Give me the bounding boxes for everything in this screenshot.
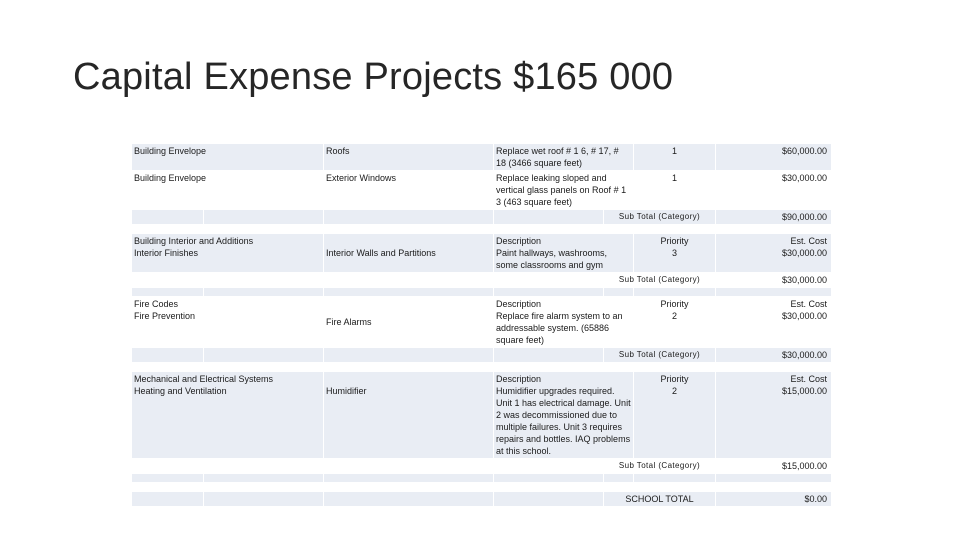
subtotal-label: Sub Total (Category) bbox=[604, 273, 716, 288]
table-row bbox=[132, 171, 832, 210]
table-row bbox=[132, 372, 832, 459]
subtotal-value: $30,000.00 bbox=[716, 348, 832, 363]
subtotal-row bbox=[132, 210, 832, 225]
table-row bbox=[132, 144, 832, 171]
cost-value: $30,000.00 bbox=[781, 311, 828, 321]
capital-projects-table bbox=[131, 143, 832, 507]
spacer-row bbox=[132, 363, 832, 372]
project-cell: Interior Walls and Partitions bbox=[324, 234, 494, 273]
table-row bbox=[132, 297, 832, 348]
subtotal-row bbox=[132, 459, 832, 474]
spacer-row bbox=[132, 474, 832, 483]
cost-cell bbox=[716, 297, 832, 348]
priority-cell bbox=[634, 372, 716, 459]
category-line: Mechanical and Electrical Systems bbox=[134, 374, 274, 384]
subtotal-row bbox=[132, 348, 832, 363]
priority-header: Priority bbox=[660, 374, 689, 384]
category-cell: Building Envelope bbox=[132, 144, 324, 171]
description-cell bbox=[494, 234, 634, 273]
project-cell: Exterior Windows bbox=[324, 171, 494, 210]
subcategory-line: Heating and Ventilation bbox=[134, 386, 227, 396]
priority-cell: 1 bbox=[634, 144, 716, 171]
table-row bbox=[132, 234, 832, 273]
description-text: Humidifier upgrades required. Unit 1 has electrical damage. Unit 2 was decommissioned due to multiple failures. Unit 3 requires repairs and bottles. IAQ problems at this school. bbox=[496, 386, 631, 456]
description-header: Description bbox=[496, 299, 542, 309]
subtotal-label: Sub Total (Category) bbox=[604, 210, 716, 225]
description-text: Replace fire alarm system to an addressable system. (65886 square feet) bbox=[496, 311, 623, 345]
project-cell: Fire Alarms bbox=[324, 297, 494, 348]
cost-header: Est. Cost bbox=[790, 236, 828, 246]
cost-value: $30,000.00 bbox=[781, 248, 828, 258]
cost-cell bbox=[716, 234, 832, 273]
description-text: Paint hallways, washrooms, some classrooms and gym bbox=[496, 248, 608, 270]
spacer-row bbox=[132, 483, 832, 492]
subtotal-value: $15,000.00 bbox=[716, 459, 832, 474]
description-cell bbox=[494, 297, 634, 348]
priority-value: 3 bbox=[672, 248, 678, 258]
cost-header: Est. Cost bbox=[790, 299, 828, 309]
priority-value: 2 bbox=[672, 386, 678, 396]
cost-cell: $30,000.00 bbox=[716, 171, 832, 210]
school-total-row bbox=[132, 492, 832, 507]
description-header: Description bbox=[496, 374, 542, 384]
priority-value: 2 bbox=[672, 311, 678, 321]
project-cell bbox=[324, 372, 494, 459]
school-total-value: $0.00 bbox=[716, 492, 832, 507]
slide-title: Capital Expense Projects $165 000 bbox=[73, 56, 674, 98]
description-cell: Replace leaking sloped and vertical glass panels on Roof # 1 3 (463 square feet) bbox=[494, 171, 634, 210]
description-cell: Replace wet roof # 1 6, # 17, # 18 (3466 square feet) bbox=[494, 144, 634, 171]
category-cell bbox=[132, 234, 324, 273]
project-name: Humidifier bbox=[326, 386, 367, 396]
priority-cell bbox=[634, 297, 716, 348]
description-header: Description bbox=[496, 236, 542, 246]
cost-cell bbox=[716, 372, 832, 459]
category-cell bbox=[132, 372, 324, 459]
category-cell bbox=[132, 297, 324, 348]
cost-cell: $60,000.00 bbox=[716, 144, 832, 171]
subtotal-label: Sub Total (Category) bbox=[604, 459, 716, 474]
spacer-row bbox=[132, 288, 832, 297]
school-total-label: SCHOOL TOTAL bbox=[604, 492, 716, 507]
priority-cell: 1 bbox=[634, 171, 716, 210]
subtotal-label: Sub Total (Category) bbox=[604, 348, 716, 363]
spacer-row bbox=[132, 225, 832, 234]
project-cell: Roofs bbox=[324, 144, 494, 171]
priority-header: Priority bbox=[660, 236, 689, 246]
subcategory-line: Interior Finishes bbox=[134, 248, 199, 258]
subtotal-value: $30,000.00 bbox=[716, 273, 832, 288]
priority-cell bbox=[634, 234, 716, 273]
cost-value: $15,000.00 bbox=[781, 386, 828, 396]
priority-header: Priority bbox=[660, 299, 689, 309]
description-cell bbox=[494, 372, 634, 459]
subtotal-value: $90,000.00 bbox=[716, 210, 832, 225]
category-cell: Building Envelope bbox=[132, 171, 324, 210]
category-line: Fire Codes bbox=[134, 299, 179, 309]
subtotal-row bbox=[132, 273, 832, 288]
cost-header: Est. Cost bbox=[790, 374, 828, 384]
subcategory-line: Fire Prevention bbox=[134, 311, 196, 321]
category-line: Building Interior and Additions bbox=[134, 236, 254, 246]
